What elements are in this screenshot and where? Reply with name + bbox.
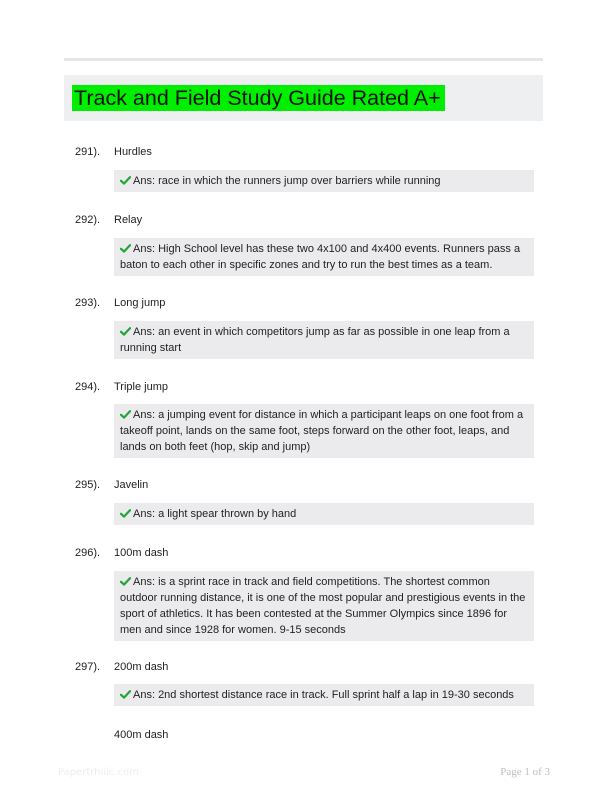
question-number: 293). — [75, 297, 101, 309]
question-number: 295). — [75, 479, 101, 491]
answer-box — [114, 684, 534, 706]
answer-box — [114, 503, 534, 525]
check-icon — [120, 244, 131, 253]
title-banner — [64, 75, 543, 121]
question-term: Long jump — [114, 297, 166, 309]
page-indicator: Page 1 of 3 — [500, 766, 550, 778]
answer-box — [114, 404, 534, 458]
check-icon — [120, 509, 131, 518]
question-number: 291). — [75, 146, 101, 158]
question-term: Triple jump — [114, 381, 168, 393]
check-icon — [120, 690, 131, 699]
question-term: 100m dash — [114, 547, 169, 559]
answer-box — [114, 571, 534, 641]
answer-text: Ans: a jumping event for distance in which a participant leaps on one foot from a takeoff point, lands on the same foot, steps forward on the other foot, leaps, and lands on both feet (hop, skip and jump) — [120, 409, 524, 453]
question-term: Javelin — [114, 479, 149, 491]
question-term: Hurdles — [114, 146, 152, 158]
question-number: 296). — [75, 547, 101, 559]
question-term: 400m dash — [114, 729, 169, 741]
question-term: 200m dash — [114, 661, 169, 673]
answer-text: Ans: 2nd shortest distance race in track. Full sprint half a lap in 19-30 seconds — [133, 689, 514, 701]
answer-box — [114, 238, 534, 276]
question-term: Relay — [114, 214, 143, 226]
answer-text: Ans: an event in which competitors jump as far as possible in one leap from a running start — [120, 326, 510, 354]
question-number: 294). — [75, 381, 101, 393]
question-number: 292). — [75, 214, 101, 226]
answer-text: Ans: High School level has these two 4x100 and 4x400 events. Runners pass a baton to each other in specific zones and try to run the best times as a team. — [120, 243, 521, 271]
check-icon — [120, 176, 131, 185]
footer-watermark: Papertrhiiic.com — [58, 767, 139, 778]
answer-box — [114, 170, 534, 192]
question-number: 297). — [75, 661, 101, 673]
answer-box — [114, 321, 534, 359]
check-icon — [120, 577, 131, 586]
answer-text: Ans: a light spear thrown by hand — [133, 508, 297, 520]
answer-text: Ans: race in which the runners jump over barriers while running — [133, 175, 441, 187]
check-icon — [120, 327, 131, 336]
page-title: Track and Field Study Guide Rated A+ — [72, 85, 445, 111]
answer-text: Ans: is a sprint race in track and field competitions. The shortest common outdoor running distance, it is one of the most popular and prestigious events in the sport of athletics. It has been contested at the Summer Olympics since 1896 for men and since 1928 for women. 9-15 seconds — [120, 576, 526, 636]
check-icon — [120, 410, 131, 419]
top-divider — [64, 58, 543, 61]
